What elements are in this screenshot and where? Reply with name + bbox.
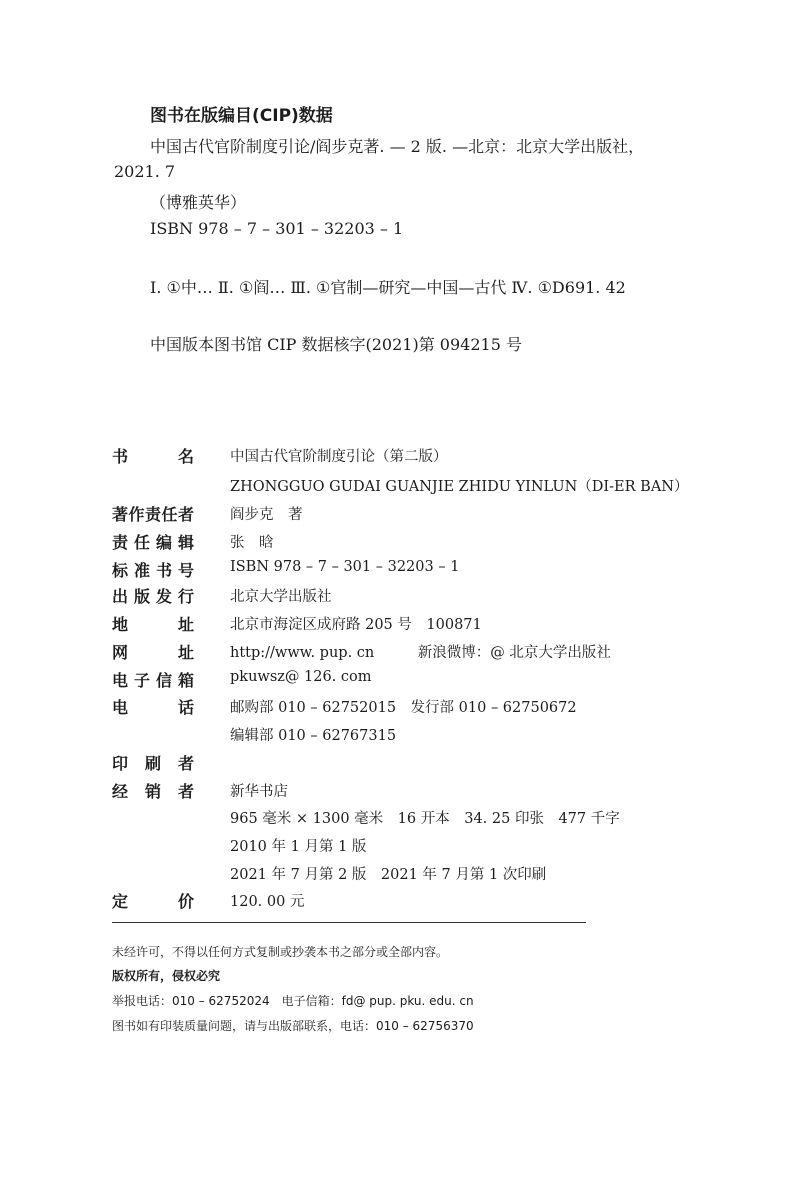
colophon-label-char: 行 <box>177 587 194 606</box>
colophon-label-char: 信 <box>155 671 172 690</box>
colophon-label-char: 编 <box>155 533 172 552</box>
colophon-label-char: 址 <box>177 615 194 634</box>
cip-number: 中国版本图书馆 CIP 数据核字(2021)第 094215 号 <box>150 335 522 354</box>
cip-title: 图书在版编目(CIP)数据 <box>150 106 333 126</box>
colophon-label-char: 作 <box>128 505 145 524</box>
colophon-value: ISBN 978 – 7 – 301 – 32203 – 1 <box>230 559 460 575</box>
colophon-label-char: 辑 <box>177 533 194 552</box>
colophon-value: 2021 年 7 月第 2 版 2021 年 7 月第 1 次印刷 <box>230 867 547 883</box>
colophon-label <box>112 444 194 467</box>
cip-isbn: ISBN 978 – 7 – 301 – 32203 – 1 <box>150 219 404 238</box>
colophon-value: 张 晗 <box>230 535 274 551</box>
colophon-label-char: 话 <box>177 698 194 717</box>
cip-bibliographic-line: 中国古代官阶制度引论/阎步克著. — 2 版. —北京：北京大学出版社， <box>150 137 645 156</box>
colophon-label <box>112 695 194 718</box>
colophon-value: 北京大学出版社 <box>230 589 332 605</box>
colophon-value: 邮购部 010 – 62752015 发行部 010 – 62750672 <box>230 700 577 716</box>
colophon-label <box>112 502 194 525</box>
colophon-value: 编辑部 010 – 62767315 <box>230 728 397 744</box>
colophon-label-char: 版 <box>133 587 150 606</box>
colophon-label-char: 书 <box>112 447 129 466</box>
colophon-label-char: 名 <box>177 447 194 466</box>
colophon-label <box>112 640 194 663</box>
colophon-label-char: 地 <box>112 615 129 634</box>
colophon-value: pkuwsz@ 126. com <box>230 669 372 685</box>
colophon-value: 阎步克 著 <box>230 507 303 523</box>
colophon-label-char: 电 <box>112 698 129 717</box>
colophon-value: 北京市海淀区成府路 205 号 100871 <box>230 617 482 633</box>
colophon-label-char: 者 <box>177 754 194 773</box>
colophon-label-char: 责 <box>144 505 161 524</box>
colophon-label-char: 刷 <box>144 754 161 773</box>
colophon-value: 965 毫米 × 1300 毫米 16 开本 34. 25 印张 477 千字 <box>230 811 620 827</box>
colophon-value: http://www. pup. cn 新浪微博：@ 北京大学出版社 <box>230 645 611 661</box>
colophon-label <box>112 751 194 774</box>
colophon-label-char: 出 <box>112 587 129 606</box>
rights-reserved: 版权所有，侵权必究 <box>112 969 221 983</box>
divider-rule <box>112 922 586 923</box>
copyright-notice: 未经许可，不得以任何方式复制或抄袭本书之部分或全部内容。 <box>112 945 449 959</box>
colophon-label-char: 定 <box>112 892 129 911</box>
cip-classification: Ⅰ. ①中… Ⅱ. ①阎… Ⅲ. ①官制—研究—中国—古代 Ⅳ. ①D691. 42 <box>150 278 626 297</box>
colophon-label-char: 发 <box>155 587 172 606</box>
colophon-label-char: 网 <box>112 643 129 662</box>
colophon-label-char: 子 <box>133 671 150 690</box>
colophon-label-char: 电 <box>112 671 129 690</box>
colophon-value: 中国古代官阶制度引论（第二版） <box>230 449 448 465</box>
colophon-value: ZHONGGUO GUDAI GUANJIE ZHIDU YINLUN（DI-ER BAN） <box>230 479 689 495</box>
colophon-label-char: 著 <box>112 505 129 524</box>
colophon-label-char: 印 <box>112 754 129 773</box>
colophon-label-char: 书 <box>155 561 172 580</box>
cip-date-line: 2021. 7 <box>114 162 176 181</box>
colophon-label-char: 任 <box>161 505 178 524</box>
colophon-label-char: 址 <box>177 643 194 662</box>
colophon-label-char: 责 <box>112 533 129 552</box>
colophon-label-char: 准 <box>133 561 150 580</box>
colophon-label <box>112 889 194 912</box>
colophon-value: 2010 年 1 月第 1 版 <box>230 839 367 855</box>
colophon-label-char: 价 <box>177 892 194 911</box>
colophon-label-char: 者 <box>177 782 194 801</box>
quality-contact: 图书如有印装质量问题，请与出版部联系，电话：010 – 62756370 <box>112 1019 474 1033</box>
report-contact: 举报电话：010 – 62752024 电子信箱：fd@ pup. pku. edu. cn <box>112 994 474 1008</box>
colophon-label <box>112 584 194 607</box>
colophon-label-char: 箱 <box>177 671 194 690</box>
colophon-label-char: 者 <box>177 505 194 524</box>
colophon-label-char: 经 <box>112 782 129 801</box>
colophon-label-char: 任 <box>133 533 150 552</box>
colophon-label <box>112 530 194 553</box>
colophon-label <box>112 612 194 635</box>
colophon-value: 120. 00 元 <box>230 894 305 910</box>
cip-series: （博雅英华） <box>150 193 247 212</box>
colophon-label-char: 号 <box>177 561 194 580</box>
colophon-label-char: 标 <box>112 561 129 580</box>
colophon-label-char: 销 <box>144 782 161 801</box>
colophon-label <box>112 558 194 581</box>
colophon-value: 新华书店 <box>230 784 288 800</box>
colophon-label <box>112 779 194 802</box>
colophon-label <box>112 668 194 691</box>
